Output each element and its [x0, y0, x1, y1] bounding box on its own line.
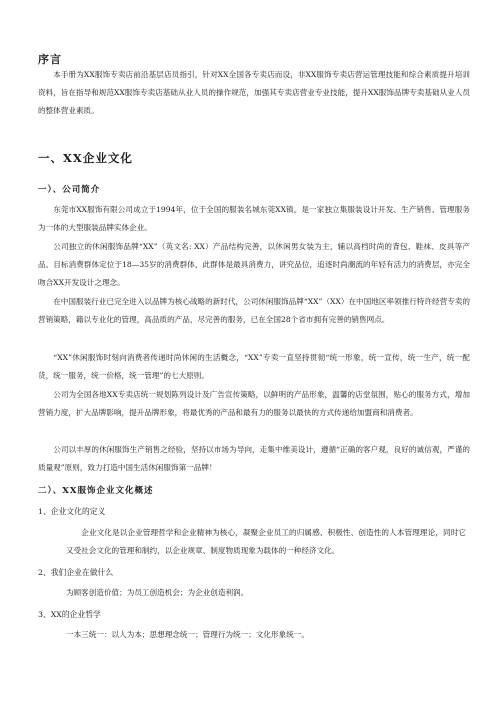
item-heading-culture-definition: 1、企业文化的定义 — [38, 507, 106, 516]
company-profile-paragraph-3: 在中国服装行业已完全进入以品牌为核心战略的新时代，公司休闲服饰品牌“XX”（XX）在中国地区率领推行特许经营专卖的营销策略，籍以专业化的管理，高品质的产品，尽完善的服务，已在全国28个省市拥有完善的销售网点。 — [38, 297, 470, 324]
company-profile-paragraph-1: 东莞市XX服饰有限公司成立于1994年，位于全国的服装名城东莞XX镇。是一家独立集服装设计开发、生产销售、管理服务为一体的大型服装品牌实体企业。 — [38, 205, 470, 232]
company-profile-paragraph-2: 公司独立的休闲服饰品牌“XX”（英文名: XX）产品结构完善，以休闲男女装为主，辅以高档时尚的背包、鞋袜、皮具等产品。目标消费群体定位于18—35岁的消费群体，此群体是最具消费力，讲究品位，追逐时尚潮流的年轻有活力的消费层，亦完全吻合XX开发设计之理念。 — [38, 242, 470, 287]
subsection-heading-company-profile: 一）、公司简介 — [38, 185, 101, 195]
item-heading-corporate-philosophy: 3、XX的企业哲学 — [38, 610, 101, 619]
company-profile-paragraph-5: 公司为全国各地XX专卖店统一规划陈列设计及广告宣传策略，以鲜明的产品形象，温馨的店堂氛围，贴心的服务方式，增加营销力度，扩大品牌影响，提升品牌形象，将最优秀的产品和最有力的服务以最快的方式传递给加盟商和消费者。 — [38, 390, 470, 417]
subsection-heading-culture-overview: 二）、XX服饰企业文化概述 — [38, 486, 154, 496]
company-profile-paragraph-4: “XX”休闲服饰时刻向消费者传递时尚休闲的生活概念，“XX”专卖一直坚持贯彻“统一形象，统一宣传，统一生产，统一配货，统一服务，统一价格，统一管理”的七大原则。 — [38, 353, 470, 380]
culture-definition-text: 企业文化是以企业管理哲学和企业精神为核心，凝聚企业员工的归属感、积极性、创造性的人本管理理论，同时它又受社会文化的管理和制约，以企业规章、制度物质现象为载体的一种经济文化。 — [66, 528, 466, 555]
company-profile-paragraph-6: 公司以丰厚的休闲服饰生产销售之经验，坚持以市场为导向，走集中维美设计，遵循“正确的客户观，良好的诚信观，严谨的质量观”原则，致力打造中国生活休闲服饰第一品牌！ — [38, 445, 470, 472]
section-heading-corporate-culture: 一、XX企业文化 — [38, 151, 133, 165]
corporate-philosophy-text: 一本三统一：以人为本；思想理念统一；管理行为统一；文化形象统一。 — [66, 630, 309, 639]
preface-paragraph: 本手册为XX服饰专卖店前沿基层店员指引，针对XX全国各专卖店而设，非XX服饰专卖店营运管理技能和综合素质提升培训资料，旨在指导和规范XX服饰专卖店基础从业人员的操作规范，加强其专卖店营业专业技能，提升XX服饰品牌专卖基础从业人员的整体营业素质。 — [38, 70, 470, 115]
item-heading-what-we-do: 2、我们企业在做什么 — [38, 568, 114, 577]
what-we-do-text: 为顾客创造价值；为员工创造机会；为企业创造利润。 — [66, 588, 249, 597]
preface-heading: 序言 — [38, 53, 62, 66]
